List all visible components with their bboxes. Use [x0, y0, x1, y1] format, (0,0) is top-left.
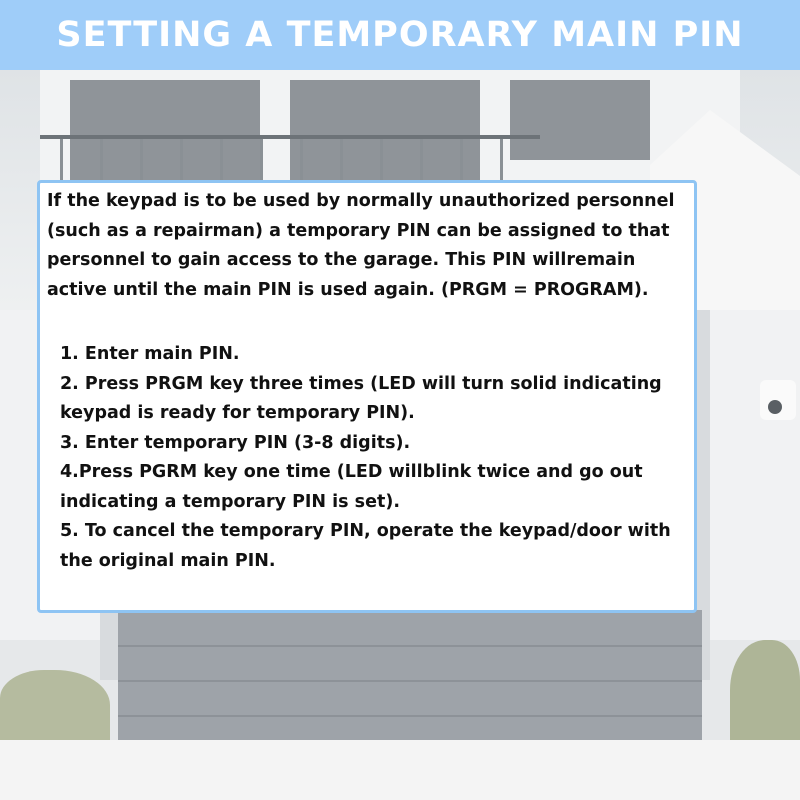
steps-list: [60, 340, 690, 576]
garage-door-panel-line: [118, 680, 702, 682]
driveway: [0, 740, 800, 800]
wall-lamp-bulb: [768, 400, 782, 414]
hedge: [730, 640, 800, 740]
intro-paragraph: If the keypad is to be used by normally unauthorized personnel (such as a repairman) a temporary PIN can be assigned to that personnel to gain access to the garage. This PIN willremain active until the main PIN is used again. (PRGM = PROGRAM).: [47, 191, 675, 300]
title-banner: [0, 0, 800, 70]
step-item: 5. To cancel the temporary PIN, operate the keypad/door with the original main PIN.: [60, 521, 671, 571]
garage-door: [118, 610, 702, 745]
garage-door-panel-line: [118, 645, 702, 647]
hedge: [0, 670, 110, 740]
garage-door-panel-line: [118, 715, 702, 717]
step-item: 4.Press PGRM key one time (LED willblink twice and go out indicating a temporary PIN is set).: [60, 462, 643, 512]
step-item: 3. Enter temporary PIN (3-8 digits).: [60, 432, 411, 453]
page-title: SETTING A TEMPORARY MAIN PIN: [56, 15, 744, 55]
step-item: 1. Enter main PIN.: [60, 344, 240, 364]
step-item: 2. Press PRGM key three times (LED will turn solid indicating keypad is ready for temporary PIN).: [60, 373, 662, 423]
instructions-panel: [37, 180, 697, 613]
